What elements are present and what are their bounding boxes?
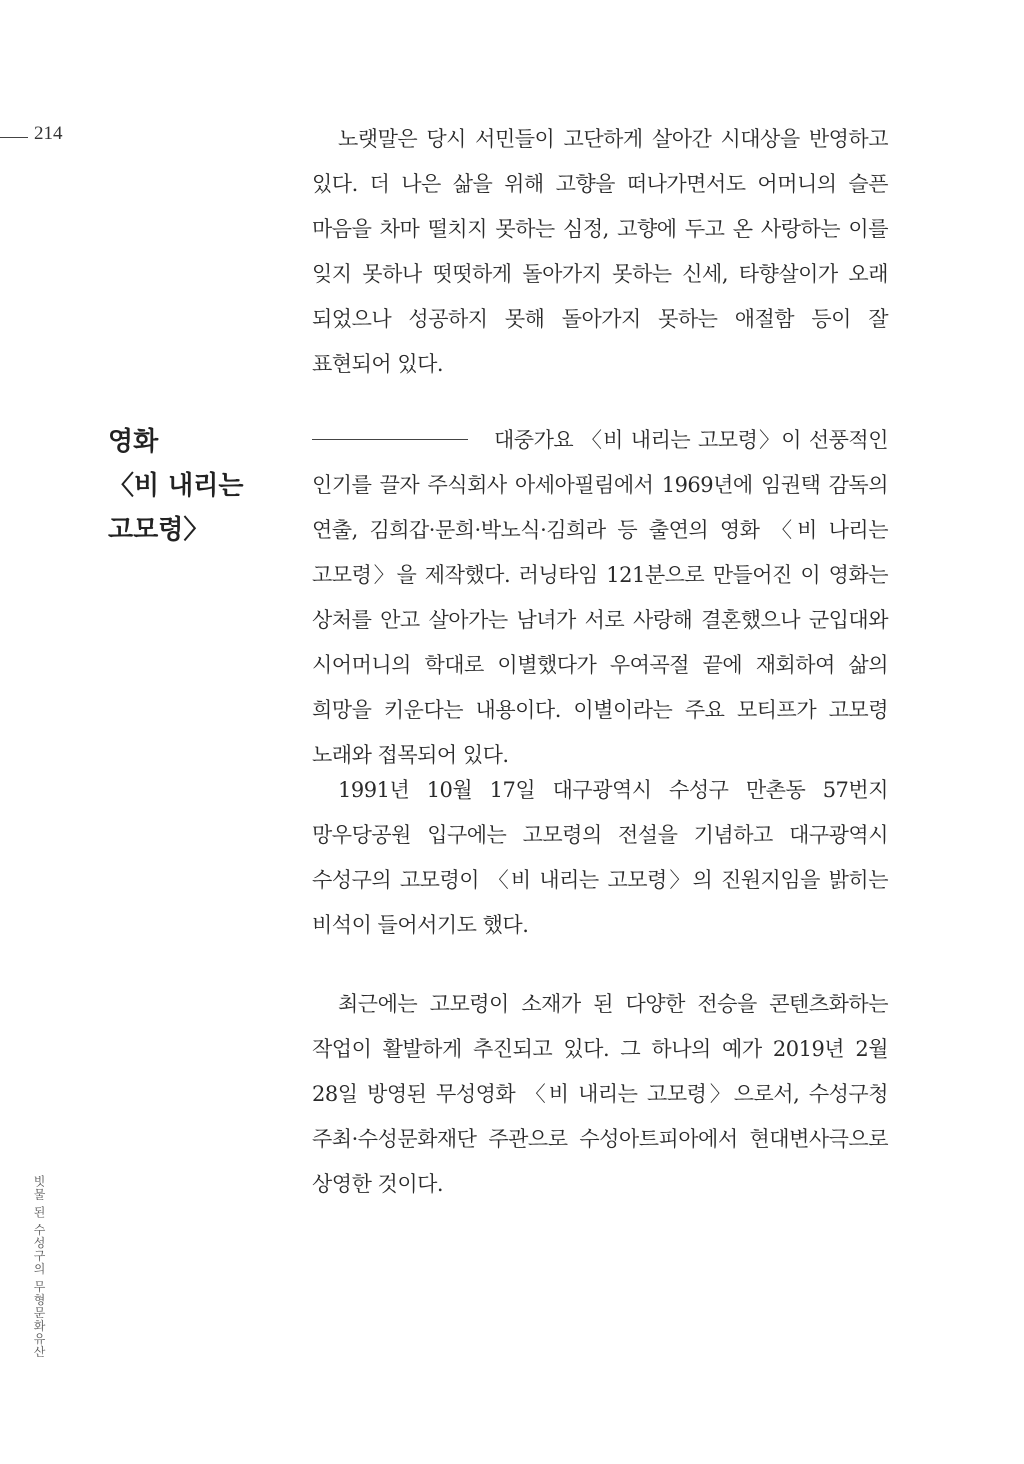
section-heading-line-3: 고모령〉	[108, 515, 210, 545]
paragraph-3	[312, 768, 888, 948]
paragraph-2-text: 대중가요 〈비 내리는 고모령〉이 선풍적인 인기를 끌자 주식회사 아세아필림에서 1969년에 임권택 감독의 연출, 김희갑·문희·박노식·김희라 등 출연의 영화 〈비 나리는 고모령〉을 제작했다. 러닝타임 121분으로 만들어진 이 영화는 상처를 안고 살아가는 남녀가 서로 사랑해 결혼했으나 군입대와 시어머니의 학대로 이별했다가 우여곡절 끝에 재회하여 삶의 희망을 키운다는 내용이다. 이별이라는 주요 모티프가 고모령 노래와 접목되어 있다.	[312, 428, 888, 767]
page-number: 214	[34, 123, 63, 144]
page-number-rule	[0, 137, 28, 138]
section-heading-line-1: 영화	[108, 427, 159, 457]
paragraph-3-text: 1991년 10월 17일 대구광역시 수성구 만촌동 57번지 망우당공원 입구에는 고모령의 전설을 기념하고 대구광역시 수성구의 고모령이 〈비 내리는 고모령〉의 진원지임을 밝히는 비석이 들어서기도 했다.	[312, 778, 888, 937]
side-running-title: 빗물 된 수성구의 무형문화유산	[32, 1175, 46, 1359]
section-heading	[108, 420, 278, 552]
paragraph-1-text: 노랫말은 당시 서민들이 고단하게 살아간 시대상을 반영하고 있다. 더 나은 삶을 위해 고향을 떠나가면서도 어머니의 슬픈 마음을 차마 떨치지 못하는 심정, 고향에 두고 온 사랑하는 이를 잊지 못하나 떳떳하게 돌아가지 못하는 신세, 타향살이가 오래 되었으나 성공하지 못해 돌아가지 못하는 애절함 등이 잘 표현되어 있다.	[312, 127, 888, 376]
paragraph-4-text: 최근에는 고모령이 소재가 된 다양한 전승을 콘텐츠화하는 작업이 활발하게 추진되고 있다. 그 하나의 예가 2019년 2월 28일 방영된 무성영화 〈비 내리는 고모령〉으로서, 수성구청 주최·수성문화재단 주관으로 수성아트피아에서 현대변사극으로 상영한 것이다.	[312, 992, 888, 1196]
paragraph-2	[312, 418, 888, 778]
paragraph-1	[312, 117, 888, 387]
section-lead-rule	[312, 439, 468, 440]
paragraph-4	[312, 982, 888, 1207]
section-heading-line-2: 〈비 내리는	[108, 471, 244, 501]
